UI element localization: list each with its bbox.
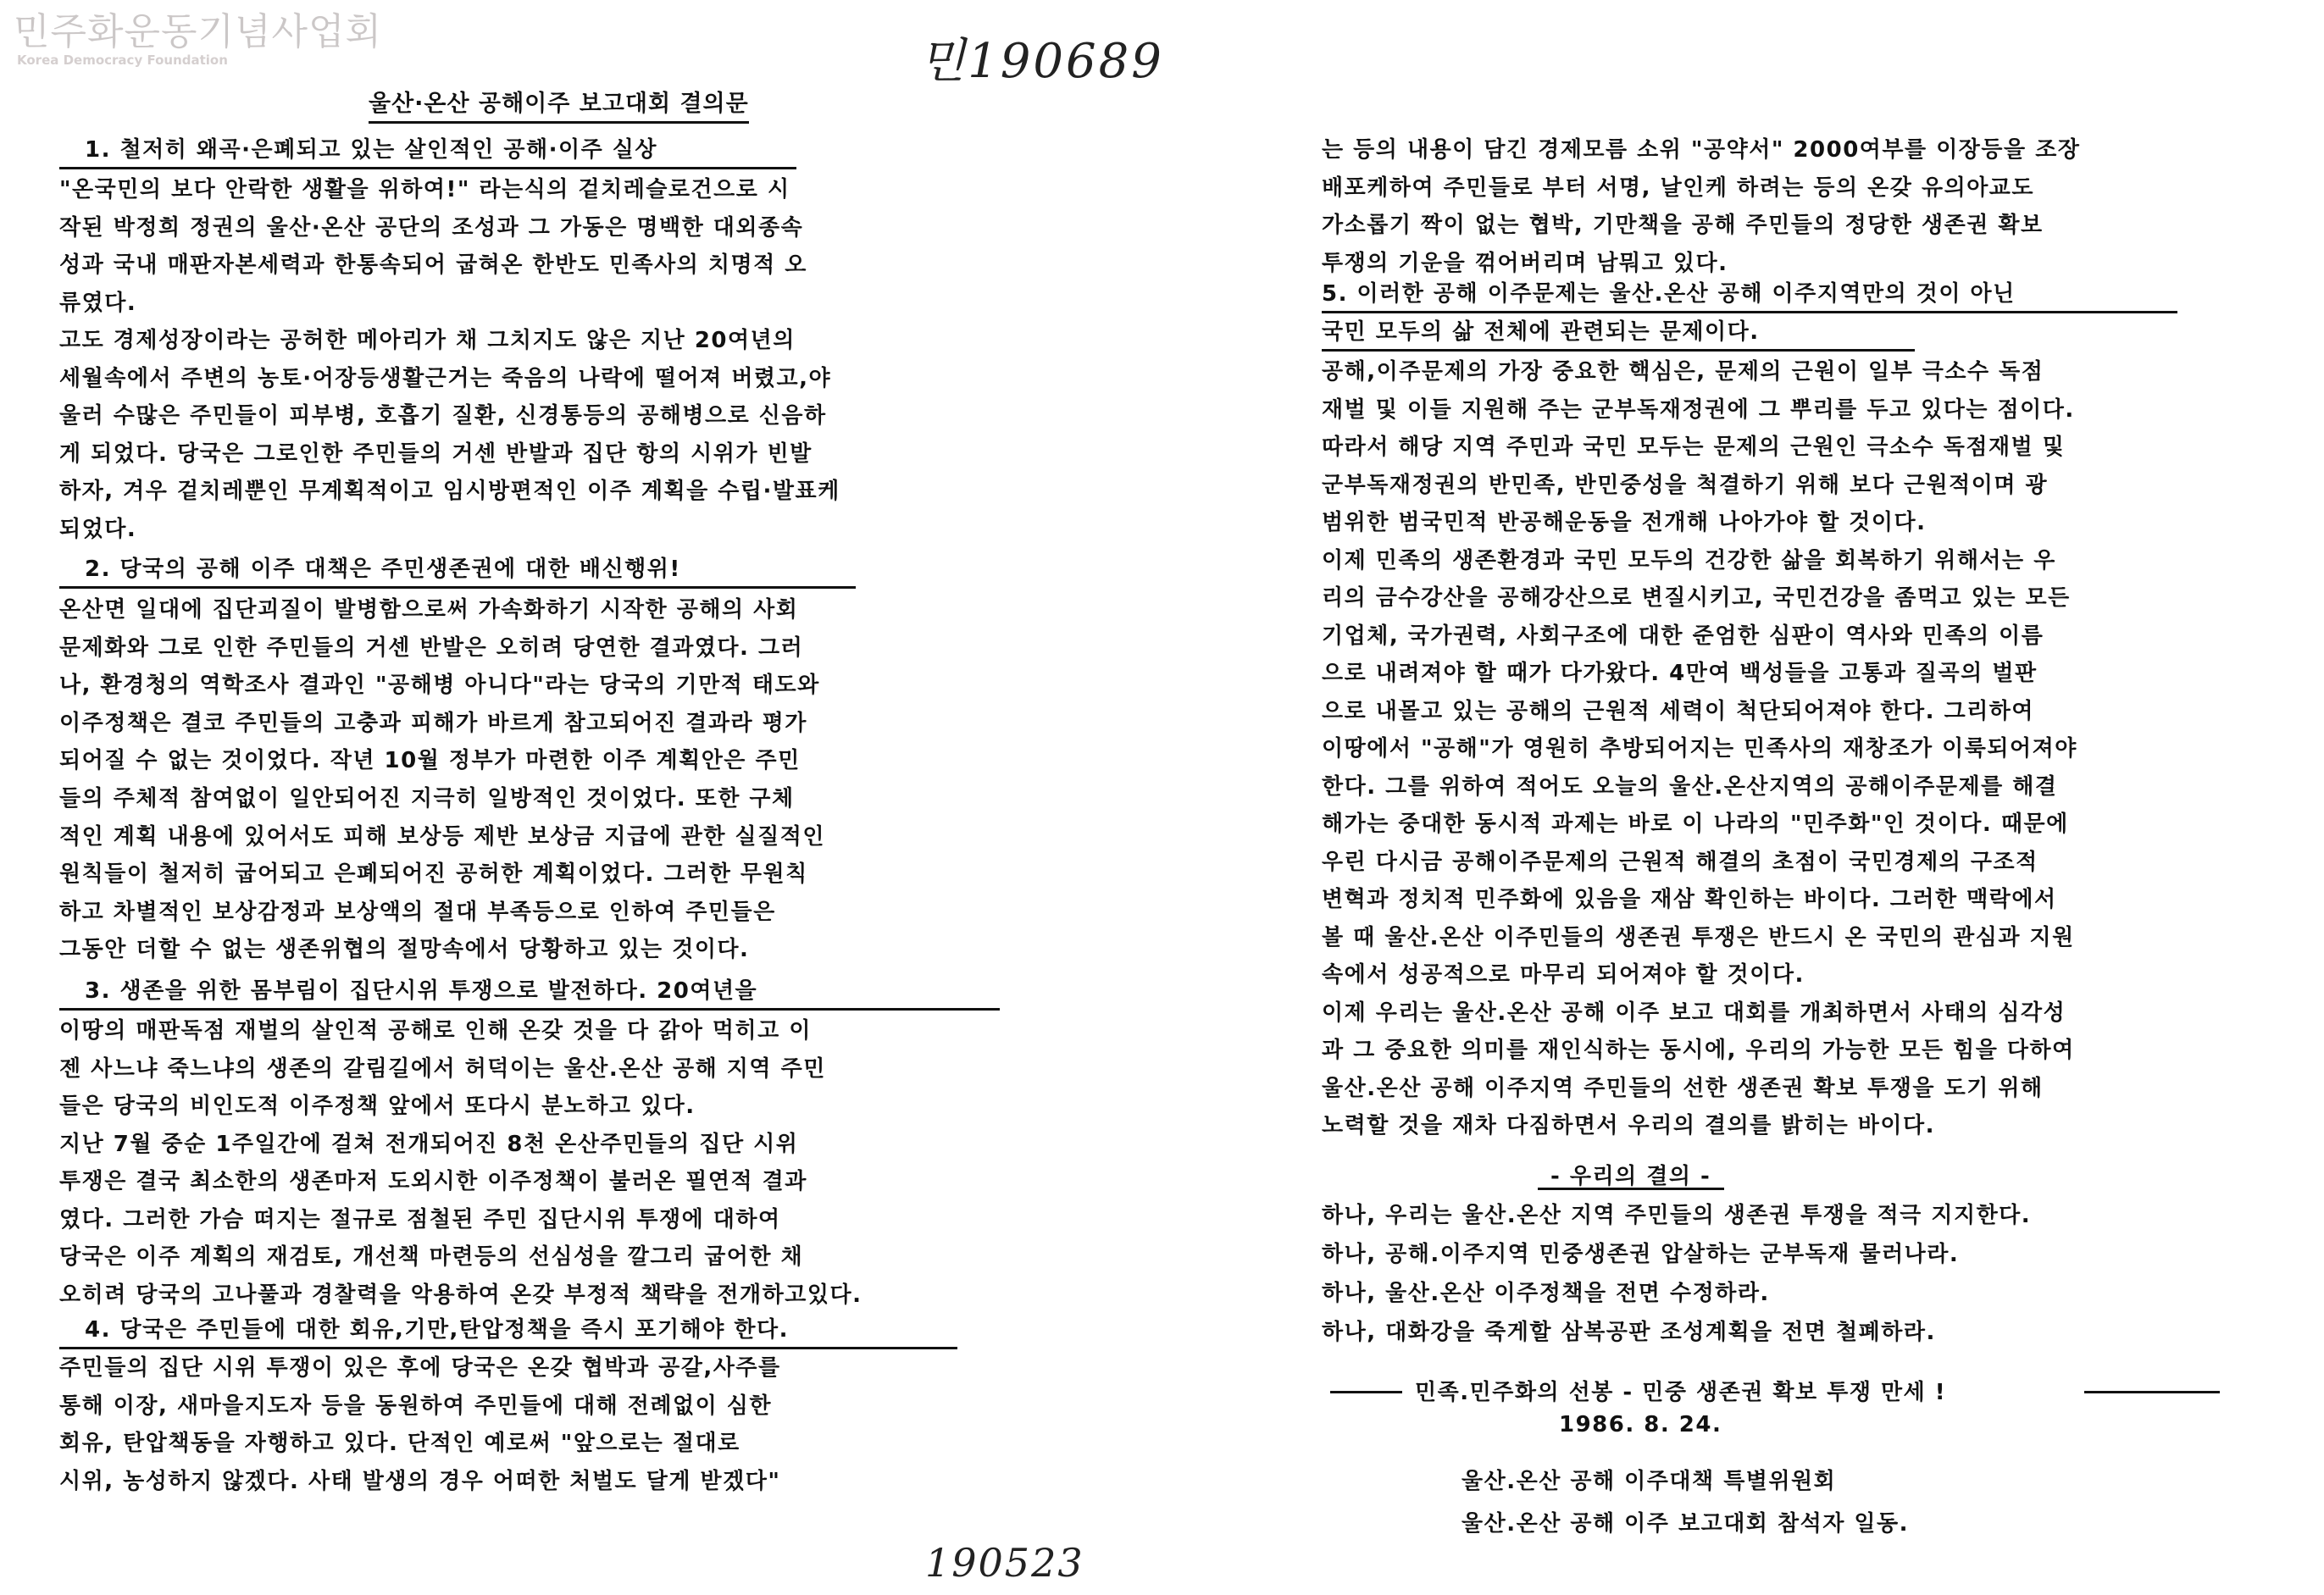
text-line: 원칙들이 철저히 굽어되고 은폐되어진 공허한 계획이었다. 그러한 무원칙: [59, 861, 808, 888]
text-line: 이땅의 매판독점 재벌의 살인적 공해로 인해 온갖 것을 다 갉아 먹히고 이: [59, 1018, 812, 1044]
document-date: 1986. 8. 24.: [1559, 1412, 1722, 1437]
text-line: 이제 민족의 생존환경과 국민 모두의 건강한 삶을 회복하기 위해서는 우: [1322, 547, 2056, 573]
section-2-rule: [59, 586, 856, 589]
text-line: 젠 사느냐 죽느냐의 생존의 갈림길에서 허덕이는 울산.온산 공해 지역 주민: [59, 1055, 826, 1082]
text-line: 하나, 공해.이주지역 민중생존권 압살하는 군부독재 물러나라.: [1322, 1242, 1960, 1267]
text-line: 류였다.: [59, 290, 137, 316]
section-3-rule: [59, 1008, 1000, 1011]
text-line: 시위, 농성하지 않겠다. 사태 발생의 경우 어떠한 처벌도 달게 받겠다": [59, 1468, 781, 1494]
text-line: 기업체, 국가권력, 사회구조에 대한 준엄한 심판이 역사와 민족의 이름: [1322, 623, 2044, 649]
text-line: 하고 차별적인 보상감정과 보상액의 절대 부족등으로 인하여 주민들은: [59, 899, 776, 925]
text-line: 과 그 중요한 의미를 재인식하는 동시에, 우리의 가능한 모든 힘을 다하여: [1322, 1038, 2075, 1063]
text-line: 이제 우리는 울산.온산 공해 이주 보고 대회를 개최하면서 사태의 심각성: [1322, 1000, 2066, 1026]
text-line: 해가는 중대한 동시적 과제는 바로 이 나라의 "민주화"인 것이다. 때문에: [1322, 811, 2069, 837]
text-line: 였다. 그러한 가슴 떠지는 절규로 점철된 주민 집단시위 투쟁에 대하여: [59, 1206, 781, 1232]
text-line: 는 등의 내용이 담긴 경제모름 소위 "공약서" 2000여부를 이장등을 조장: [1322, 137, 2081, 163]
watermark-korean: 민주화운동기념사업회: [14, 10, 383, 53]
text-line: 문제화와 그로 인한 주민들의 거센 반발은 오히려 당연한 결과였다. 그러: [59, 634, 804, 661]
text-line: 하자, 겨우 겉치레뿐인 무계획적이고 임시방편적인 이주 계획을 수립·발표케: [59, 479, 840, 504]
resolution-title-rule: [1538, 1188, 1724, 1190]
text-line: 하나, 울산.온산 이주정책을 전면 수정하라.: [1322, 1281, 1770, 1306]
text-line: 울러 수많은 주민들이 피부병, 호흡기 질환, 신경통등의 공해병으로 신음하: [59, 403, 827, 429]
text-line: 범위한 범국민적 반공해운동을 전개해 나아가야 할 것이다.: [1322, 510, 1927, 535]
slogan-dash-left: [1330, 1391, 1402, 1393]
text-line: 가소롭기 짝이 없는 협박, 기만책을 공해 주민들의 정당한 생존권 확보: [1322, 213, 2044, 238]
text-line: 당국은 이주 계획의 재검토, 개선책 마련등의 선심성을 깔그리 굽어한 채: [59, 1244, 804, 1270]
watermark-english: Korea Democracy Foundation: [17, 53, 228, 68]
handwritten-document-id: 민190689: [919, 34, 1164, 89]
section-5-rule-b: [1322, 349, 1915, 352]
text-line: 온산면 일대에 집단괴질이 발병함으로써 가속화하기 시작한 공해의 사회: [59, 597, 799, 623]
text-line: 볼 때 울산.온산 이주민들의 생존권 투쟁은 반드시 온 국민의 관심과 지원: [1322, 924, 2075, 950]
text-line: 울산.온산 공해 이주지역 주민들의 선한 생존권 확보 투쟁을 도기 위해: [1322, 1075, 2044, 1101]
section-2-heading: 2. 당국의 공해 이주 대책은 주민생존권에 대한 배신행위!: [85, 557, 681, 582]
text-line: 주민들의 집단 시위 투쟁이 있은 후에 당국은 온갖 협박과 공갈,사주를: [59, 1355, 781, 1381]
text-line: 한다. 그를 위하여 적어도 오늘의 울산.온산지역의 공해이주문제를 해결: [1322, 773, 2058, 800]
text-line: 되어질 수 없는 것이었다. 작년 10월 정부가 마련한 이주 계획안은 주민: [59, 748, 801, 774]
text-line: 으로 내려져야 할 때가 다가왔다. 4만여 백성들을 고통과 질곡의 벌판: [1322, 661, 2038, 686]
text-line: 회유, 탄압책동을 자행하고 있다. 단적인 예로써 "앞으로는 절대로: [59, 1431, 740, 1456]
text-line: 게 되었다. 당국은 그로인한 주민들의 거센 반발과 집단 항의 시위가 빈발: [59, 440, 813, 467]
text-line: 성과 국내 매판자본세력과 한통속되어 굽혀온 한반도 민족사의 치명적 오: [59, 252, 807, 278]
text-line: 노력할 것을 재차 다짐하면서 우리의 결의를 밝히는 바이다.: [1322, 1113, 1936, 1138]
text-line: 나, 환경청의 역학조사 결과인 "공해병 아니다"라는 당국의 기만적 태도와: [59, 673, 820, 699]
section-5-heading-a: 5. 이러한 공해 이주문제는 울산.온산 공해 이주지역만의 것이 아닌: [1322, 281, 2016, 307]
text-line: 세월속에서 주변의 농토·어장등생활근거는 죽음의 나락에 떨어져 버렸고,야: [59, 365, 832, 391]
section-5-rule-a: [1322, 311, 2177, 313]
text-line: 지난 7월 중순 1주일간에 걸쳐 전개되어진 8천 온산주민들의 집단 시위: [59, 1131, 799, 1157]
text-line: 들은 당국의 비인도적 이주정책 앞에서 또다시 분노하고 있다.: [59, 1094, 696, 1119]
text-line: 공해,이주문제의 가장 중요한 핵심은, 문제의 근원이 일부 극소수 독점: [1322, 359, 2044, 385]
text-line: "온국민의 보다 안락한 생활을 위하여!" 라는식의 겉치레슬로건으로 시: [59, 177, 790, 202]
text-line: 그동안 더할 수 없는 생존위협의 절망속에서 당황하고 있는 것이다.: [59, 937, 750, 963]
document-title: 울산·온산 공해이주 보고대회 결의문: [369, 85, 749, 124]
text-line: 변혁과 정치적 민주화에 있음을 재삼 확인하는 바이다. 그러한 맥락에서: [1322, 887, 2057, 912]
text-line: 리의 금수강산을 공해강산으로 변질시키고, 국민건강을 좀먹고 있는 모든: [1322, 585, 2071, 611]
foundation-watermark: [14, 12, 382, 68]
section-3-heading: 3. 생존을 위한 몸부림이 집단시위 투쟁으로 발전하다. 20여년을: [85, 978, 758, 1004]
text-line: 따라서 해당 지역 주민과 국민 모두는 문제의 근원인 극소수 독점재벌 및: [1322, 435, 2066, 460]
text-line: 되었다.: [59, 516, 137, 542]
signatory-attendees: 울산.온산 공해 이주 보고대회 참석자 일동.: [1462, 1511, 1909, 1537]
text-line: 투쟁은 결국 최소한의 생존마저 도외시한 이주정책이 불러온 필연적 결과: [59, 1169, 807, 1194]
text-line: 이주정책은 결코 주민들의 고충과 피해가 바르게 참고되어진 결과라 평가: [59, 710, 807, 736]
text-line: 적인 계획 내용에 있어서도 피해 보상등 제반 보상금 지급에 관한 실질적인: [59, 823, 825, 850]
closing-slogan: 민족.민주화의 선봉 - 민중 생존권 확보 투쟁 만세 !: [1415, 1380, 1947, 1405]
section-5-heading-b: 국민 모두의 삶 전체에 관련되는 문제이다.: [1322, 319, 1760, 345]
slogan-dash-right: [2084, 1391, 2220, 1393]
text-line: 우린 다시금 공해이주문제의 근원적 해결의 초점이 국민경제의 구조적: [1322, 849, 2038, 875]
text-line: 투쟁의 기운을 꺾어버리며 남뭐고 있다.: [1322, 250, 1728, 276]
text-line: 으로 내몰고 있는 공해의 근원적 세력이 척단되어져야 한다. 그리하여: [1322, 698, 2035, 724]
section-1-rule: [59, 167, 796, 169]
text-line: 작된 박정희 정권의 울산·온산 공단의 조성과 그 가동은 명백한 대외종속: [59, 214, 804, 241]
text-line: 군부독재정권의 반민족, 반민중성을 척결하기 위해 보다 근원적이며 광: [1322, 472, 2049, 498]
text-line: 이땅에서 "공해"가 영원히 추방되어지는 민족사의 재창조가 이룩되어져야: [1322, 736, 2077, 762]
text-line: 오히려 당국의 고나풀과 경찰력을 악용하여 온갖 부정적 책략을 전개하고있다.: [59, 1282, 862, 1308]
text-line: 재벌 및 이들 지원해 주는 군부독재정권에 그 뿌리를 두고 있다는 점이다.: [1322, 396, 2075, 423]
text-line: 배포케하여 주민들로 부터 서명, 날인케 하려는 등의 온갖 유의아교도: [1322, 174, 2035, 201]
section-1-heading: 1. 철저히 왜곡·은폐되고 있는 살인적인 공해·이주 실상: [85, 137, 657, 163]
text-line: 속에서 성공적으로 마무리 되어져야 할 것이다.: [1322, 962, 1805, 988]
text-line: 하나, 우리는 울산.온산 지역 주민들의 생존권 투쟁을 적극 지지한다.: [1322, 1203, 2032, 1228]
text-line: 들의 주체적 참여없이 일안되어진 지극히 일방적인 것이었다. 또한 구체: [59, 786, 795, 811]
handwritten-page-number: 190523: [925, 1540, 1084, 1586]
resolution-title: - 우리의 결의 -: [1550, 1164, 1711, 1189]
section-4-heading: 4. 당국은 주민들에 대한 회유,기만,탄압정책을 즉시 포기해야 한다.: [85, 1317, 789, 1343]
text-line: 통해 이장, 새마을지도자 등을 동원하여 주민들에 대해 전례없이 심한: [59, 1393, 773, 1419]
section-4-rule: [59, 1347, 957, 1349]
signatory-committee: 울산.온산 공해 이주대책 특별위원회: [1462, 1469, 1837, 1494]
text-line: 하나, 대화강을 죽게할 삼복공판 조성계획을 전면 철폐하라.: [1322, 1320, 1936, 1345]
text-line: 고도 경제성장이라는 공허한 메아리가 채 그치지도 않은 지난 20여년의: [59, 328, 796, 353]
